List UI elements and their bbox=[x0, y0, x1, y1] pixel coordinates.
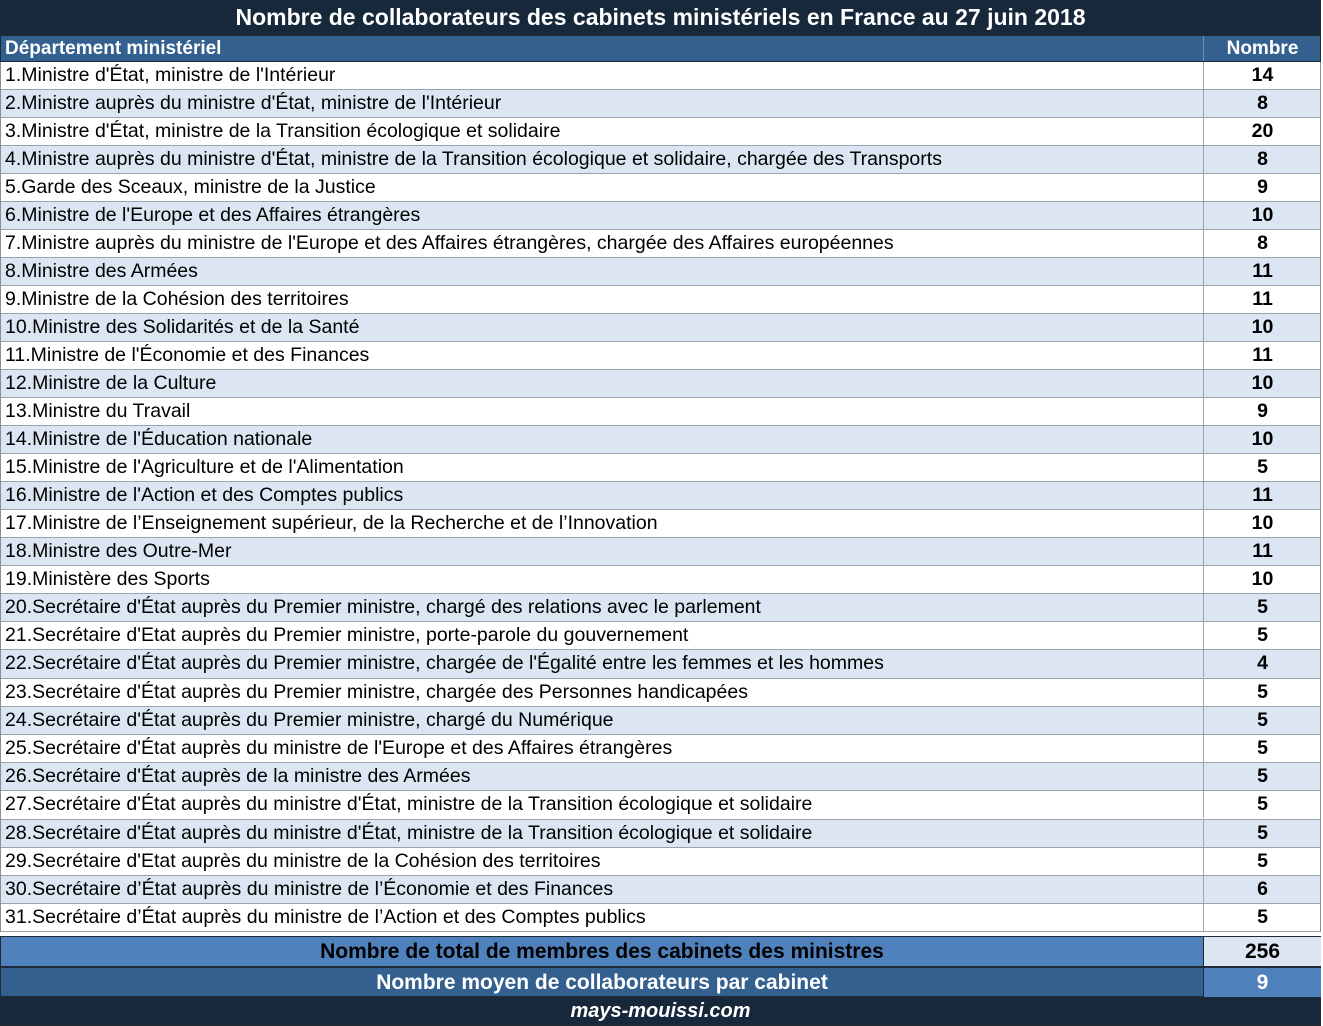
row-count-value: 5 bbox=[1203, 820, 1321, 847]
table-row bbox=[1, 763, 1320, 791]
source-footer: mays-mouissi.com bbox=[0, 997, 1321, 1026]
row-department-label: 23.Secrétaire d'État auprès du Premier ministre, chargée des Personnes handicapées bbox=[5, 680, 748, 703]
table-body bbox=[0, 62, 1321, 932]
row-count-value: 10 bbox=[1203, 426, 1321, 453]
row-department-label: 25.Secrétaire d'État auprès du ministre de l'Europe et des Affaires étrangères bbox=[5, 736, 673, 759]
table-row bbox=[1, 230, 1320, 258]
row-count-value: 9 bbox=[1203, 398, 1321, 425]
row-count-value: 11 bbox=[1203, 538, 1321, 565]
row-count-value: 14 bbox=[1203, 62, 1321, 89]
average-value: 9 bbox=[1203, 968, 1321, 997]
table-row bbox=[1, 482, 1320, 510]
row-department-label: 26.Secrétaire d'État auprès de la ministre des Armées bbox=[5, 765, 471, 788]
row-count-value: 11 bbox=[1203, 342, 1321, 369]
table-row bbox=[1, 398, 1320, 426]
table-row bbox=[1, 62, 1320, 90]
row-count-value: 9 bbox=[1203, 174, 1321, 201]
table-row bbox=[1, 820, 1320, 848]
table-row bbox=[1, 510, 1320, 538]
row-department-label: 6.Ministre de l'Europe et des Affaires étrangères bbox=[5, 204, 421, 226]
row-department-label: 21.Secrétaire d'Etat auprès du Premier ministre, porte-parole du gouvernement bbox=[5, 624, 689, 647]
table-row bbox=[1, 622, 1320, 650]
row-department-label: 10.Ministre des Solidarités et de la Santé bbox=[5, 316, 360, 338]
table-row bbox=[1, 707, 1320, 735]
row-count-value: 11 bbox=[1203, 482, 1321, 509]
row-department-label: 17.Ministre de l’Enseignement supérieur, de la Recherche et de l’Innovation bbox=[5, 512, 658, 534]
table-row bbox=[1, 454, 1320, 482]
row-department-label: 20.Secrétaire d'État auprès du Premier ministre, chargé des relations avec le parlement bbox=[5, 596, 761, 618]
row-department-label: 9.Ministre de la Cohésion des territoires bbox=[5, 288, 349, 310]
row-department-label: 14.Ministre de l'Éducation nationale bbox=[5, 428, 313, 450]
table-row bbox=[1, 566, 1320, 594]
table-row bbox=[1, 650, 1320, 678]
row-department-label: 11.Ministre de l'Économie et des Finances bbox=[5, 344, 370, 366]
table-row bbox=[1, 342, 1320, 370]
row-department-label: 16.Ministre de l'Action et des Comptes publics bbox=[5, 484, 404, 506]
table-row bbox=[1, 202, 1320, 230]
row-department-label: 29.Secrétaire d'Etat auprès du ministre de la Cohésion des territoires bbox=[5, 849, 601, 872]
table-row bbox=[1, 876, 1320, 904]
total-value: 256 bbox=[1203, 937, 1321, 966]
row-department-label: 24.Secrétaire d'État auprès du Premier ministre, chargé du Numérique bbox=[5, 708, 614, 731]
table-row bbox=[1, 90, 1320, 118]
row-count-value: 8 bbox=[1203, 230, 1321, 257]
table-row bbox=[1, 174, 1320, 202]
row-department-label: 7.Ministre auprès du ministre de l'Europe et des Affaires étrangères, chargée des Affaires européennes bbox=[5, 232, 894, 254]
row-department-label: 2.Ministre auprès du ministre d'État, ministre de l'Intérieur bbox=[5, 92, 502, 114]
table-row bbox=[1, 679, 1320, 707]
row-department-label: 8.Ministre des Armées bbox=[5, 260, 198, 282]
table-row bbox=[1, 314, 1320, 342]
table-row bbox=[1, 904, 1320, 932]
row-department-label: 27.Secrétaire d'État auprès du ministre d'État, ministre de la Transition écologique et solidaire bbox=[5, 793, 813, 816]
row-count-value: 5 bbox=[1203, 791, 1321, 818]
row-department-label: 5.Garde des Sceaux, ministre de la Justice bbox=[5, 176, 376, 198]
table-row bbox=[1, 735, 1320, 763]
table-row bbox=[1, 258, 1320, 286]
row-count-value: 10 bbox=[1203, 566, 1321, 593]
table-row bbox=[1, 538, 1320, 566]
row-department-label: 22.Secrétaire d'État auprès du Premier ministre, chargée de l'Égalité entre les femmes et les hommes bbox=[5, 652, 884, 675]
row-department-label: 1.Ministre d'État, ministre de l'Intérieur bbox=[5, 64, 336, 86]
row-department-label: 4.Ministre auprès du ministre d'État, ministre de la Transition écologique et solidaire, chargée des Transports bbox=[5, 148, 942, 170]
table-row bbox=[1, 791, 1320, 819]
table-row bbox=[1, 594, 1320, 622]
row-count-value: 10 bbox=[1203, 510, 1321, 537]
column-header-row bbox=[0, 35, 1321, 62]
row-count-value: 5 bbox=[1203, 735, 1321, 762]
row-count-value: 11 bbox=[1203, 258, 1321, 285]
row-count-value: 10 bbox=[1203, 370, 1321, 397]
header-count: Nombre bbox=[1203, 36, 1321, 61]
row-count-value: 8 bbox=[1203, 146, 1321, 173]
header-department: Département ministériel bbox=[5, 38, 222, 59]
row-count-value: 5 bbox=[1203, 454, 1321, 481]
row-count-value: 10 bbox=[1203, 202, 1321, 229]
table-title: Nombre de collaborateurs des cabinets ministériels en France au 27 juin 2018 bbox=[0, 0, 1321, 35]
row-count-value: 5 bbox=[1203, 622, 1321, 649]
row-count-value: 5 bbox=[1203, 848, 1321, 875]
row-department-label: 30.Secrétaire d’État auprès du ministre de l’Économie et des Finances bbox=[5, 877, 614, 900]
total-row bbox=[0, 936, 1321, 967]
row-count-value: 10 bbox=[1203, 314, 1321, 341]
row-department-label: 3.Ministre d'État, ministre de la Transition écologique et solidaire bbox=[5, 120, 561, 142]
table-row bbox=[1, 426, 1320, 454]
total-label: Nombre de total de membres des cabinets des ministres bbox=[320, 940, 884, 963]
row-department-label: 28.Secrétaire d'État auprès du ministre d'État, ministre de la Transition écologique et solidaire bbox=[5, 821, 813, 844]
row-count-value: 11 bbox=[1203, 286, 1321, 313]
row-count-value: 6 bbox=[1203, 876, 1321, 903]
table-row bbox=[1, 146, 1320, 174]
table-row bbox=[1, 286, 1320, 314]
row-count-value: 5 bbox=[1203, 707, 1321, 734]
row-department-label: 13.Ministre du Travail bbox=[5, 400, 191, 422]
row-department-label: 31.Secrétaire d’État auprès du ministre de l’Action et des Comptes publics bbox=[5, 906, 646, 929]
row-department-label: 19.Ministère des Sports bbox=[5, 568, 210, 590]
row-count-value: 5 bbox=[1203, 904, 1321, 931]
row-department-label: 18.Ministre des Outre-Mer bbox=[5, 540, 232, 562]
table-row bbox=[1, 848, 1320, 876]
row-department-label: 15.Ministre de l'Agriculture et de l'Alimentation bbox=[5, 456, 404, 478]
row-count-value: 5 bbox=[1203, 594, 1321, 621]
row-count-value: 20 bbox=[1203, 118, 1321, 145]
table-row bbox=[1, 370, 1320, 398]
table-row bbox=[1, 118, 1320, 146]
average-label: Nombre moyen de collaborateurs par cabinet bbox=[376, 971, 828, 994]
row-count-value: 5 bbox=[1203, 679, 1321, 706]
row-count-value: 5 bbox=[1203, 763, 1321, 790]
average-row bbox=[0, 967, 1321, 997]
row-count-value: 8 bbox=[1203, 90, 1321, 117]
row-count-value: 4 bbox=[1203, 650, 1321, 677]
row-department-label: 12.Ministre de la Culture bbox=[5, 372, 217, 394]
